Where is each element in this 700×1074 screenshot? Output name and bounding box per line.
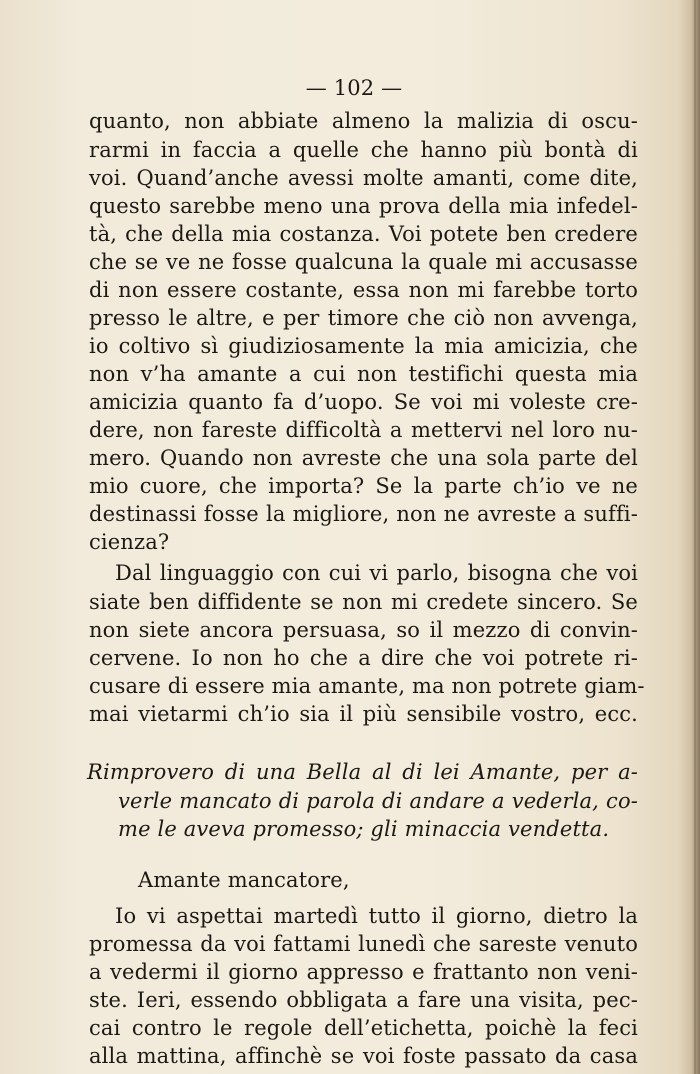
text-line: siate ben diffidente se non mi credete sincero. Se: [89, 590, 638, 614]
text-line: rarmi in faccia a quelle che hanno più bontà di: [89, 138, 638, 162]
text-line: dere, non fareste difficoltà a mettervi nel loro nu-: [89, 418, 638, 442]
text-line: voi. Quand’anche avessi molte amanti, come dite,: [89, 166, 638, 190]
text-line: alla mattina, affinchè se voi foste passato da casa: [89, 1044, 638, 1068]
letter-heading-line: verle mancato di parola di andare a vederla, co-: [118, 789, 638, 813]
page-edge-line: [694, 0, 696, 1074]
text-line: che se ve ne fosse qualcuna la quale mi accusasse: [89, 250, 638, 274]
text-line: cervene. Io non ho che a dire che voi potrete ri-: [89, 646, 638, 670]
text-line: cienza?: [89, 530, 170, 554]
text-line: mio cuore, che importa? Se la parte ch’io ve ne: [89, 474, 638, 498]
text-line: mero. Quando non avreste che una sola parte del: [89, 446, 638, 470]
text-line: quanto, non abbiate almeno la malizia di oscu-: [89, 109, 638, 133]
text-line: presso le altre, e per timore che ciò non avvenga,: [89, 306, 638, 330]
text-line: non v’ha amante a cui non testifichi questa mia: [89, 362, 638, 386]
text-line: ste. Ieri, essendo obbligata a fare una visita, pec-: [89, 988, 638, 1012]
text-line: promessa da voi fattami lunedì che sareste venuto: [89, 932, 638, 956]
letter-heading-line: Rimprovero di una Bella al di lei Amante, per a-: [87, 760, 638, 784]
text-line: questo sarebbe meno una prova della mia infedel-: [89, 194, 638, 218]
page-edge-shadow: [678, 0, 700, 1074]
text-line: di non essere costante, essa non mi farebbe torto: [89, 278, 638, 302]
text-line: a vedermi il giorno appresso e frattanto non veni-: [89, 960, 638, 984]
text-line: cusare di essere mia amante, ma non potrete giam-: [89, 674, 645, 698]
page-number: — 102 —: [305, 76, 403, 100]
salutation: Amante mancatore,: [138, 868, 350, 892]
text-line: io coltivo sì giudiziosamente la mia amicizia, che: [89, 334, 638, 358]
text-line: destinassi fosse la migliore, non ne avreste a suffi-: [89, 502, 638, 526]
text-line: tà, che della mia costanza. Voi potete ben credere: [89, 222, 638, 246]
text-line: Dal linguaggio con cui vi parlo, bisogna che voi: [115, 561, 638, 585]
text-line: cai contro le regole dell’etichetta, poichè la feci: [89, 1016, 638, 1040]
text-line: mai vietarmi ch’io sia il più sensibile vostro, ecc.: [89, 702, 638, 726]
text-line: Io vi aspettai martedì tutto il giorno, dietro la: [115, 904, 638, 928]
text-line: non siete ancora persuasa, so il mezzo di convin-: [89, 618, 638, 642]
letter-heading-line: me le aveva promesso; gli minaccia vendetta.: [118, 817, 610, 841]
text-line: amicizia quanto fa d’uopo. Se voi mi voleste cre-: [89, 390, 638, 414]
